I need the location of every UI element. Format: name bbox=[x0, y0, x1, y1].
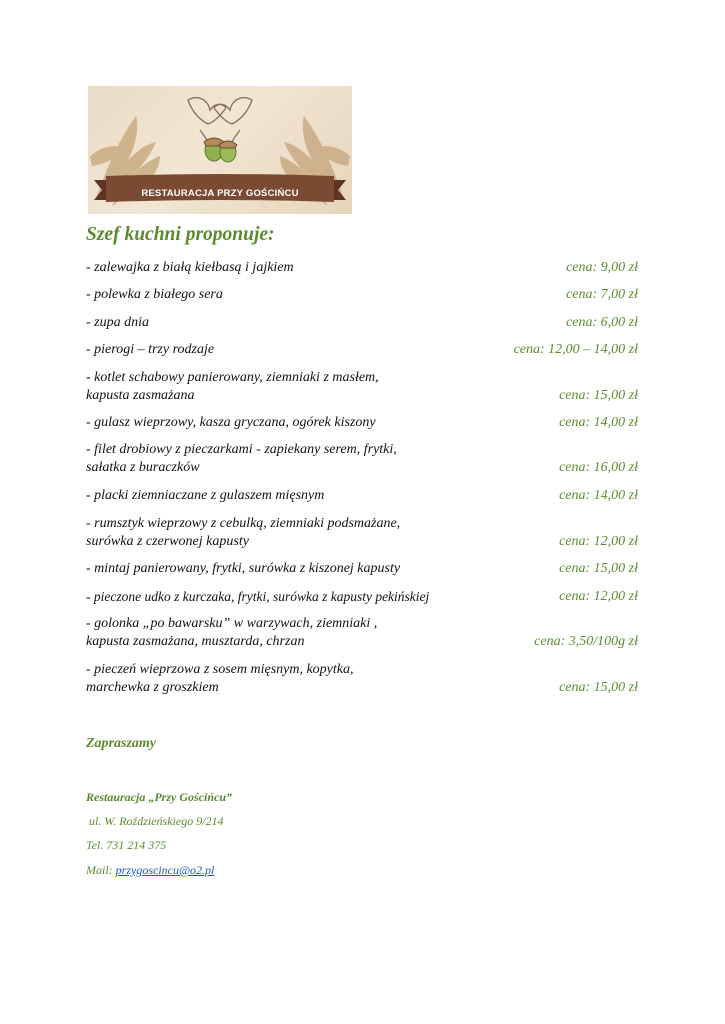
restaurant-name: Restauracja „Przy Gościńcu” bbox=[86, 790, 233, 804]
dish-name: - filet drobiowy z pieczarkami - zapiekany serem, frytki, sałatka z buraczków bbox=[86, 442, 397, 475]
dish-price: cena: 9,00 zł bbox=[566, 260, 638, 275]
invite-text: Zapraszamy bbox=[86, 736, 156, 751]
dish-price: cena: 15,00 zł bbox=[559, 561, 638, 576]
dish-name: - pieczone udko z kurczaka, frytki, surówka z kapusty pekińskiej bbox=[86, 589, 430, 604]
dish-price: cena: 7,00 zł bbox=[566, 287, 638, 302]
menu-item bbox=[86, 560, 646, 578]
dish-name: - zupa dnia bbox=[86, 315, 149, 330]
restaurant-logo bbox=[88, 86, 352, 214]
menu-item bbox=[86, 441, 646, 477]
dish-name: - pieczeń wieprzowa z sosem mięsnym, kopytka, marchewka z groszkiem bbox=[86, 662, 354, 695]
dish-price: cena: 15,00 zł bbox=[559, 680, 638, 695]
dish-price: cena: 12,00 zł bbox=[559, 534, 638, 549]
phone-text: Tel. 731 214 375 bbox=[86, 838, 167, 852]
menu-item bbox=[86, 259, 646, 277]
address-text: ul. W. Roździeńskiego 9/214 bbox=[89, 814, 224, 828]
dish-price: cena: 6,00 zł bbox=[566, 315, 638, 330]
dish-name: - zalewajka z białą kiełbasą i jajkiem bbox=[86, 260, 294, 275]
mail-label: Mail: bbox=[86, 863, 116, 877]
menu-heading: Szef kuchni proponuje: bbox=[86, 224, 275, 245]
menu-item bbox=[86, 341, 646, 359]
banner-text: RESTAURACJA PRZY GOŚCIŃCU bbox=[141, 188, 299, 199]
menu-item bbox=[86, 588, 646, 606]
dish-name: - pierogi – trzy rodzaje bbox=[86, 342, 215, 357]
dish-price: cena: 14,00 zł bbox=[559, 415, 638, 430]
email-link[interactable]: przygoscincu@o2.pl bbox=[115, 863, 215, 877]
dish-price: cena: 12,00 – 14,00 zł bbox=[513, 342, 638, 357]
menu-item bbox=[86, 414, 646, 432]
dish-price: cena: 16,00 zł bbox=[559, 460, 638, 475]
menu-item bbox=[86, 661, 646, 697]
dish-name: - placki ziemniaczane z gulaszem mięsnym bbox=[86, 488, 325, 503]
dish-price: cena: 12,00 zł bbox=[559, 589, 638, 604]
menu-item bbox=[86, 615, 646, 651]
menu-item bbox=[86, 515, 646, 551]
dish-name: - mintaj panierowany, frytki, surówka z kiszonej kapusty bbox=[86, 561, 401, 576]
dish-name: - gulasz wieprzowy, kasza gryczana, ogórek kiszony bbox=[86, 415, 376, 430]
mail-line bbox=[86, 863, 214, 878]
dish-price: cena: 3,50/100g zł bbox=[534, 634, 638, 649]
menu-item bbox=[86, 286, 646, 304]
menu-item bbox=[86, 314, 646, 332]
dish-name: - rumsztyk wieprzowy z cebulką, ziemniaki podsmażane, surówka z czerwonej kapusty bbox=[86, 516, 401, 549]
dish-price: cena: 15,00 zł bbox=[559, 388, 638, 403]
dish-price: cena: 14,00 zł bbox=[559, 488, 638, 503]
dish-name: - kotlet schabowy panierowany, ziemniaki z masłem, kapusta zasmażana bbox=[86, 370, 379, 403]
menu-item bbox=[86, 487, 646, 505]
dish-name: - polewka z białego sera bbox=[86, 287, 223, 302]
dish-name: - golonka „po bawarsku” w warzywach, ziemniaki , kapusta zasmażana, musztarda, chrzan bbox=[86, 616, 378, 649]
menu-item bbox=[86, 369, 646, 405]
